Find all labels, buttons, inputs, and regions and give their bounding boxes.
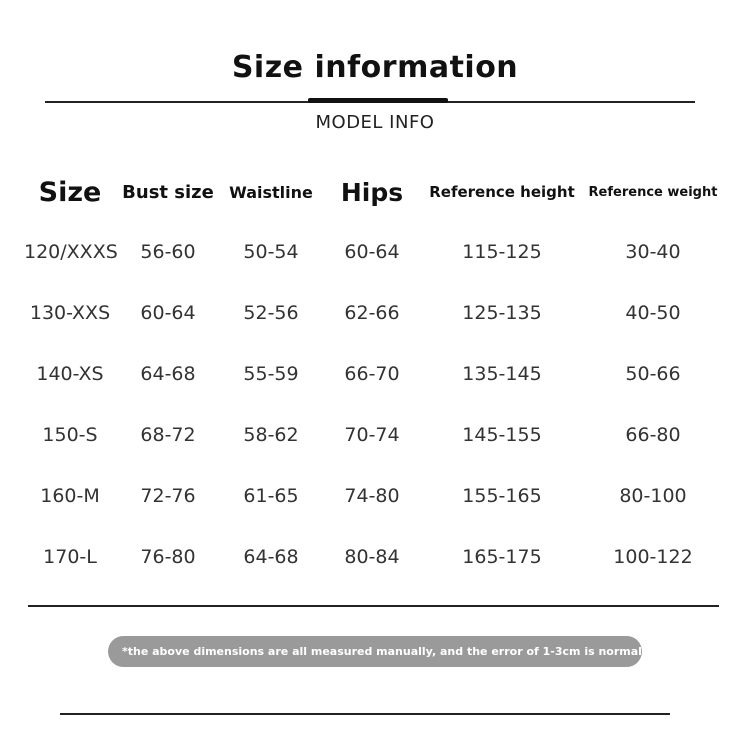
column-header-size: Size [38, 176, 102, 208]
footer-divider [60, 713, 670, 715]
cell-hips: 70-74 [344, 423, 400, 446]
column-header-waist: Waistline [229, 182, 313, 202]
table-row [24, 343, 724, 404]
cell-reference-weight: 50-66 [625, 362, 681, 385]
table-row [24, 221, 724, 282]
cell-bust: 68-72 [140, 423, 196, 446]
cell-bust: 64-68 [140, 362, 196, 385]
cell-size: 140-XS [36, 362, 104, 385]
cell-reference-weight: 40-50 [625, 301, 681, 324]
cell-waist: 52-56 [243, 301, 299, 324]
cell-reference-height: 165-175 [462, 545, 542, 568]
cell-reference-weight: 66-80 [625, 423, 681, 446]
cell-hips: 66-70 [344, 362, 400, 385]
column-header-reference-height: Reference height [429, 183, 575, 201]
column-header-bust: Bust size [122, 181, 214, 203]
cell-waist: 64-68 [243, 545, 299, 568]
page-title: Size information [231, 50, 519, 85]
table-row [24, 282, 724, 343]
table-row [24, 465, 724, 526]
cell-hips: 62-66 [344, 301, 400, 324]
cell-hips: 74-80 [344, 484, 400, 507]
cell-reference-weight: 30-40 [625, 240, 681, 263]
cell-reference-weight: 100-122 [613, 545, 693, 568]
cell-waist: 55-59 [243, 362, 299, 385]
cell-reference-height: 155-165 [462, 484, 542, 507]
table-bottom-divider [28, 605, 719, 607]
table-row [24, 526, 724, 587]
cell-bust: 72-76 [140, 484, 196, 507]
cell-reference-height: 135-145 [462, 362, 542, 385]
cell-size: 170-L [43, 545, 97, 568]
title-divider-accent [308, 98, 448, 103]
cell-reference-height: 125-135 [462, 301, 542, 324]
cell-waist: 50-54 [243, 240, 299, 263]
cell-reference-height: 145-155 [462, 423, 542, 446]
cell-waist: 58-62 [243, 423, 299, 446]
page-subtitle: MODEL INFO [315, 112, 435, 133]
cell-size: 120/XXXS [24, 240, 118, 263]
column-header-hips: Hips [340, 177, 404, 207]
cell-size: 130-XXS [29, 301, 111, 324]
cell-waist: 61-65 [243, 484, 299, 507]
cell-reference-height: 115-125 [462, 240, 542, 263]
cell-bust: 76-80 [140, 545, 196, 568]
column-header-reference-weight: Reference weight [588, 184, 718, 200]
cell-size: 150-S [42, 423, 98, 446]
cell-hips: 80-84 [344, 545, 400, 568]
size-table [24, 163, 724, 587]
cell-size: 160-M [40, 484, 100, 507]
measurement-note: *the above dimensions are all measured manually, and the error of 1-3cm is normal [108, 636, 642, 667]
cell-bust: 56-60 [140, 240, 196, 263]
table-row [24, 404, 724, 465]
table-header-row [24, 163, 724, 221]
cell-reference-weight: 80-100 [619, 484, 687, 507]
cell-bust: 60-64 [140, 301, 196, 324]
cell-hips: 60-64 [344, 240, 400, 263]
